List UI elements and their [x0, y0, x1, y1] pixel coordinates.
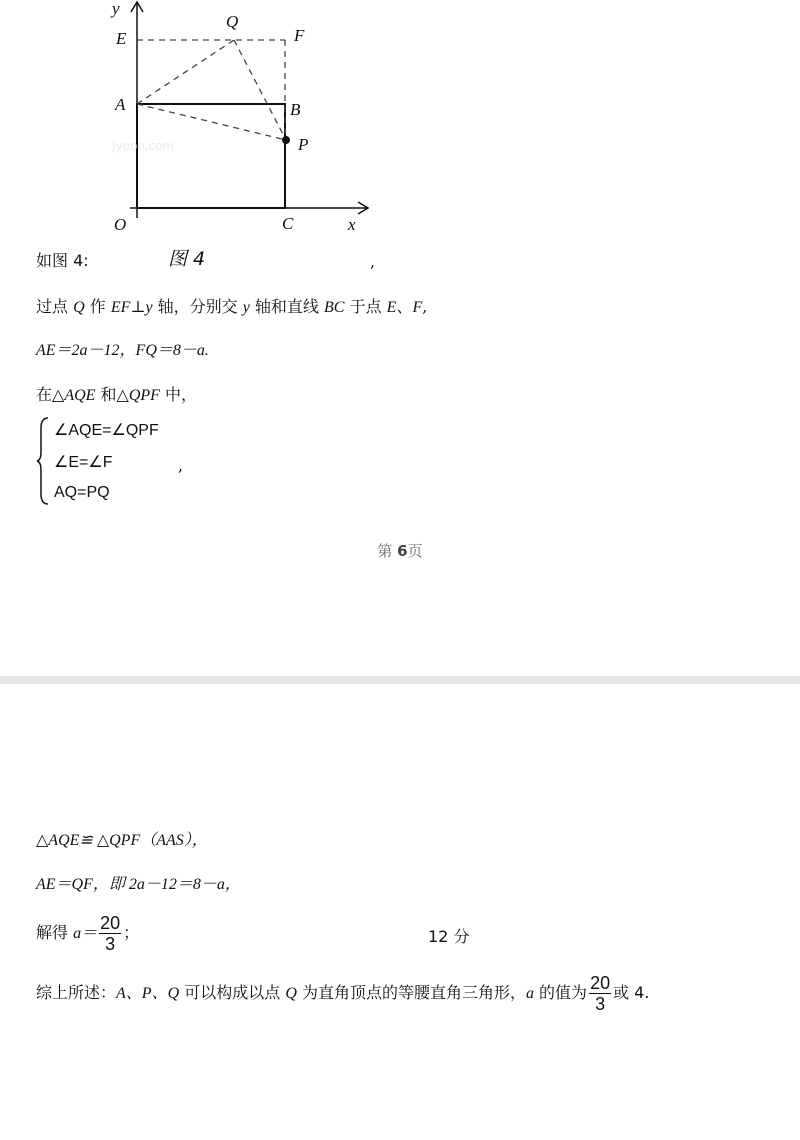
- fraction-denominator: 3: [595, 994, 606, 1014]
- text-span: 于点: [344, 297, 387, 316]
- bottom-line-3: [36, 910, 139, 957]
- text-line-3: [36, 384, 197, 407]
- label-o: O: [114, 215, 127, 234]
- text-span: 和△: [95, 385, 129, 404]
- page-footer: [0, 540, 800, 561]
- text-span: F: [412, 299, 423, 316]
- figure-caption: 如图 4:: [36, 251, 89, 270]
- text-span: 综上所述：: [36, 983, 117, 1002]
- dashed-lines: [137, 40, 286, 140]
- score-label: 12 分: [428, 927, 470, 946]
- text-span: 中，: [159, 385, 198, 404]
- coordinate-figure: [100, 0, 390, 240]
- label-p: P: [298, 135, 309, 154]
- text-span: ⊥: [130, 297, 146, 316]
- text-span: 、: [396, 297, 413, 316]
- system-brace: [36, 416, 50, 506]
- system-comma: ,: [178, 456, 184, 475]
- text-span: ,: [422, 297, 428, 316]
- text-span: 的值为: [533, 983, 588, 1002]
- text-span: 轴和直线: [249, 297, 325, 316]
- figure-label: 图 4: [168, 248, 206, 270]
- text-span: E: [386, 299, 397, 316]
- bottom-line-4: [36, 970, 649, 1017]
- text-line-1: [36, 296, 427, 319]
- page-number: 6: [397, 542, 408, 560]
- system-row-1: ∠AQE=∠QPF: [54, 422, 159, 439]
- fraction-numerator: 20: [100, 913, 121, 933]
- label-b: B: [290, 100, 301, 119]
- bottom-line-2: AE＝QF，即 2a－12＝8－a，: [36, 876, 241, 893]
- label-a: A: [115, 95, 126, 114]
- label-q: Q: [226, 12, 239, 31]
- text-span: 在△: [36, 385, 65, 404]
- rectangle-oabc: [137, 104, 285, 208]
- footer-suffix: 页: [407, 542, 423, 560]
- label-x: x: [348, 215, 356, 234]
- text-span: y: [242, 299, 250, 316]
- text-span: 为直角顶点的等腰直角三角形，: [296, 983, 526, 1002]
- system-row-2: ∠E=∠F: [54, 454, 113, 471]
- fraction-numerator: 20: [590, 973, 611, 993]
- text-span: A、P、Q: [116, 985, 180, 1002]
- text-span: Q: [73, 299, 85, 316]
- label-f: F: [294, 26, 305, 45]
- label-y: y: [112, 0, 120, 18]
- label-c: C: [282, 214, 294, 233]
- text-span: y: [145, 299, 153, 316]
- fraction-20-3: [99, 913, 121, 954]
- text-span: EF: [110, 299, 131, 316]
- text-span: 过点: [36, 297, 74, 316]
- text-span: a＝: [73, 925, 98, 942]
- text-span: AQE: [64, 387, 96, 404]
- system-row-3: AQ=PQ: [54, 484, 110, 501]
- text-span: QPF: [128, 387, 160, 404]
- fraction-denominator: 3: [105, 934, 116, 954]
- text-span: ；: [123, 923, 140, 942]
- text-span: 解得: [36, 923, 74, 942]
- figure-svg: [100, 0, 390, 240]
- figure-trailing-comma: ,: [370, 252, 376, 271]
- text-span: Q: [285, 985, 297, 1002]
- text-span: a: [525, 985, 534, 1002]
- fraction-20-3-final: [589, 973, 611, 1014]
- footer-prefix: 第: [377, 542, 398, 560]
- text-line-2: AE＝2a－12，FQ＝8－a.: [36, 342, 209, 359]
- label-e: E: [116, 29, 127, 48]
- text-span: 或 4.: [613, 983, 650, 1002]
- bottom-line-1: △AQE≌ △QPF（AAS），: [36, 832, 208, 849]
- text-span: 可以构成以点: [179, 983, 286, 1002]
- text-span: 作: [84, 297, 111, 316]
- text-span: 轴，分别交: [152, 297, 243, 316]
- watermark: Jyeoo.com: [112, 139, 174, 153]
- page-divider: [0, 676, 800, 684]
- text-span: BC: [324, 299, 345, 316]
- point-p-dot: [282, 136, 290, 144]
